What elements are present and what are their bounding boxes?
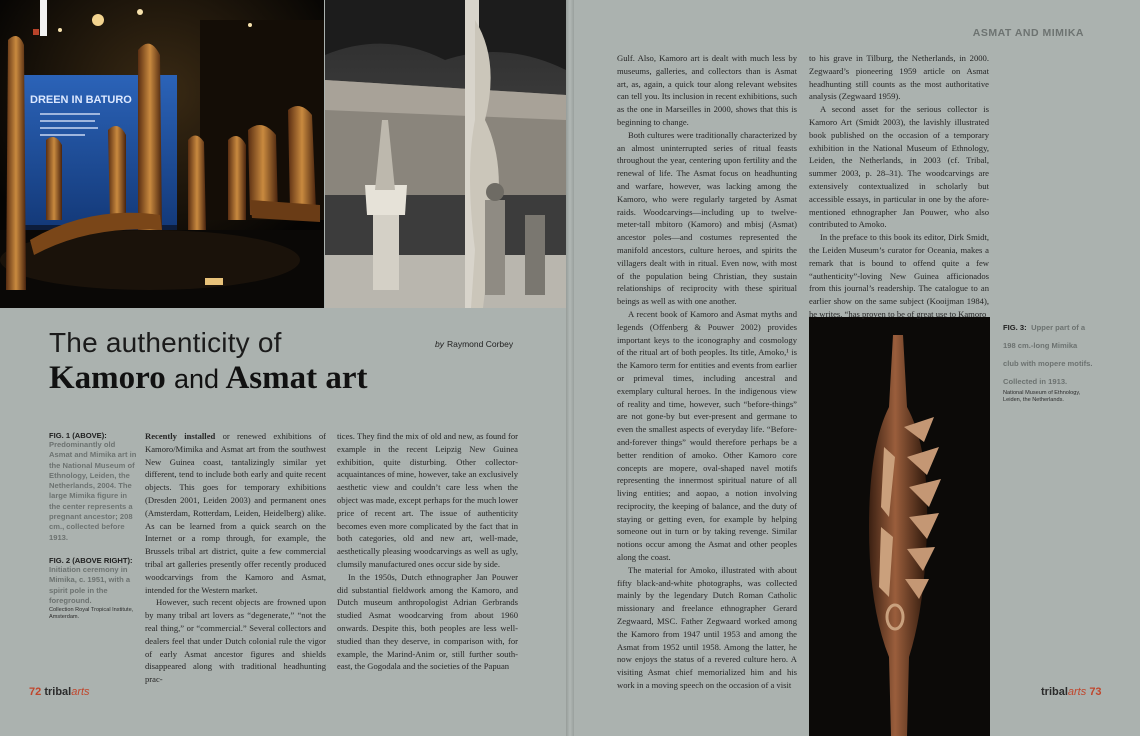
lead-in: Recently installed [145,431,216,441]
body-column-3 [617,52,797,692]
museum-sign-text: DREEN IN BATURO [30,94,132,106]
caption-fig1-body: Predominantly old Asmat and Mimika art in the National Museum of Ethnology, Leiden, the Netherlands, 2004. The large Mimika figure in the center represents a pregnant ancestor; 208 cm., collected before 1913. [49,440,137,542]
caption-fig3 [1003,317,1093,404]
magazine-brand-b: arts [1067,686,1087,698]
body-paragraph [145,430,326,596]
title-word-asmat-art: Asmat art [225,360,368,396]
page-number-right: 73 [1089,686,1102,698]
body-paragraph: Both cultures were traditionally characterized by an almost uninterrupted series of ritual feasts throughout the year, centering upon fertility and the renewal of life. The Asmat focus on headhunting and warfare, however, was lacking among the Kamoro, who were regularly targeted by Asmat raids. Woodcarvings—including up to twelve-meter-tall mbitoro (Kamoro) and mbisj (Asmat) ancestor poles—and costumes represented the manifold ancestors, culture heroes, and spirits the villagers dealt with in ritual. Even now, with most of the population being Christian, they sustain relationships of reciprocity with these spiritual beings as well as with one another. [617,129,797,307]
caption-fig1 [49,431,137,543]
corner-red-square [33,29,39,35]
mimika-club-photo [809,317,990,736]
caption-fig1-head: FIG. 1 (ABOVE): [49,431,107,440]
body-paragraph: The material for Amoko, illustrated with about fifty black-and-white photographs, was collected mainly by the legendary Dutch Roman Catholic missionary and freelance ethnographer Gerard Zegwaard, MSC. Father Zegwaard worked among the Kamoro from 1947 until 1953 and among the Asmat from 1952 until 1958. Among the latter, he now enjoys the status of a revered culture hero. A visiting Asmat chief memorialized him and his work in a moving speech on the occasion of a visit [617,564,797,691]
body-paragraph: A second asset for the serious collector is Kamoro Art (Smidt 2003), the lavishly illustrated book published on the occasion of a temporary exhibition in the National Museum of Ethnology, Leiden, the Netherlands, in 2003 (cf. Tribal, summer 2003, p. 28–31). The woodcarvings are extensively contextualized in scholarly but accessible essays, in particular in one by the afore-mentioned ethnographer Jan Pouwer, who also contributed to Amoko. [809,104,989,230]
body-paragraph: In the 1950s, Dutch ethnographer Jan Pouwer did substantial fieldwork among the Kamoro, and Dutch museum anthropologist Adrian Gerbrands studied Asmat woodcarving from about 1960 onwards. Despite this, both peoples are less well-studied than they deserve, in comparison with, for example, the Marind-Anim or, still further south-east, the Gogodala and the societies of the Papuan [337,571,518,672]
body-column-1 [145,430,326,686]
byline-author: Raymond Corbey [446,339,514,349]
body-paragraph: Gulf. Also, Kamoro art is dealt with much less by museums, galleries, and collectors than is Asmat art, as, again, a quick tour along relevant websites can tell you. Its inclusion in recent exhibitions, such as the one in Marseilles in 2000, shows that this is beginning to change. [617,53,797,127]
body-paragraph: In the preface to this book its editor, Dirk Smidt, the Leiden Museum’s curator for Oceania, makes a remark that is bound to offend quite a few “authenticity”-loving New Guinea afficionados from this journal’s readership. The catalogue to an earlier show on the same subject (Kooijman 1984), he writes, “has proven to be of great use to Kamoro [809,232,989,319]
page-number-left: 72 [29,686,42,698]
running-head: ASMAT AND MIMIKA [972,27,1084,39]
caption-fig2-credit: Collection Royal Tropical Institute, Amsterdam. [49,607,134,621]
byline [435,339,513,349]
article-title-line2 [49,360,368,397]
title-word-kamoro: Kamoro [49,360,166,396]
title-word-and: and [173,364,220,394]
magazine-brand-a: tribal [1041,686,1068,698]
magazine-brand-b: arts [71,686,90,698]
caption-fig2 [49,556,137,621]
caption-fig3-credit: National Museum of Ethnology, Leiden, the Netherlands. [1003,390,1081,403]
folio-right [1041,686,1102,698]
folio-left [29,686,90,698]
initiation-ceremony-photo [325,0,566,308]
body-paragraph: tices. They find the mix of old and new, as found for example in the recent Leipzig New Guinea exhibition, quite disturbing. Other collector-acquaintances of mine, however, take an exclusively aesthetic view and couldn’t care less when the object was made, except perhaps for the much lower price of recent art. The issue of authenticity becomes even more complicated by the fact that in both categories, old and new art, well-made, aesthetically pleasing woodcarvings as well as ugly, clumsily manufactured ones occur side by side. [337,431,518,569]
body-paragraph: to his grave in Tilburg, the Netherlands, in 2000. Zegwaard’s pioneering 1959 article on Asmat headhunting still counts as the most authoritative analysis (Zegwaard 1959). [809,53,989,102]
caption-fig2-head: FIG. 2 (ABOVE RIGHT): [49,556,133,565]
museum-exhibition-photo [0,0,324,308]
caption-fig2-body: Initiation ceremony in Mimika, c. 1951, with a spirit pole in the foreground. [49,565,131,605]
page-gutter [566,0,574,736]
body-paragraph: A recent book of Kamoro and Asmat myths and legends (Offenberg & Pouwer 2002) provides important keys to the iconography and cosmology of the ritual art of both peoples. Its title, Amoko,¹ is the Kamoro term for entities and events from earlier or primeval times, including ancestral and exemplary cultural heroes. In the indigenous view of reality and time, however, such “before-things” are not gone-by but ever-present and germane to even the smallest aspects of everyday life. “Before-and-forever things” would therefore perhaps be a better rendition of amoko. Other Kamoro core concepts are mopere, oval-shaped navel motifs representing the innermost spiritual nature of all living entities; and aopao, a notion involving reciprocity, the keeping of balance, and the duty of staying or getting even, for example by helping someone out in turn or by taking revenge. Similar notions occur among the Asmat and other peoples along the coast. [617,308,797,563]
byline-prefix: by [435,339,444,349]
body-column-4 [809,52,989,321]
corner-tab-mark [40,0,47,36]
caption-fig3-body: Upper part of a 198 cm.-long Mimika club with mopere motifs. Collected in 1913. [1003,323,1093,386]
body-paragraph: However, such recent objects are frowned upon by many tribal art lovers as “degenerate,” “not the real thing,” or “commercial.” Several collectors and dealers feel that under Dutch colonial rule the vigor of early Asmat ancestor figures and shields disappeared along with traditional headhunting prac- [145,597,326,685]
article-title-line1: The authenticity of [49,327,282,358]
caption-fig3-head: FIG. 3: [1003,323,1027,332]
body-column-2 [337,430,518,673]
paragraph-text: or renewed exhibitions of Kamoro/Mimika and Asmat art from the southwest New Guinea coast, tantalizingly similar yet different, tend to include both early and quite recent objects. This goes for temporary exhibitions (Dresden 2001, Leiden 2003) and permanent ones (Amsterdam, Rotterdam, Leiden, Heidelberg) alike. As can be learned from a quick search on the Internet or a romp through, for example, the Brussels tribal art district, quite a few commercial tribal art galleries presently offer recently produced woodcarvings from the Kamoro and Asmat, intended for the Western market. [145,431,326,595]
magazine-brand-a: tribal [44,686,72,698]
